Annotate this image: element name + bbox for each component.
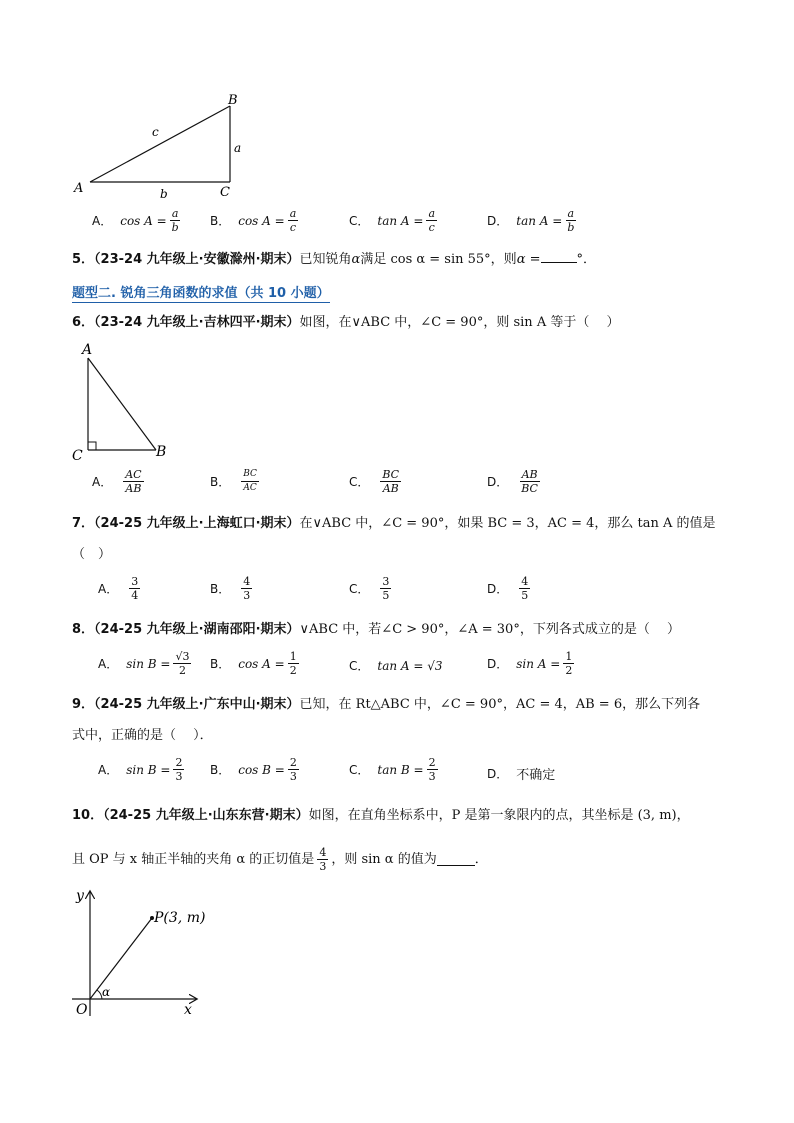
q8-option-c[interactable]: C． tan A = √3 <box>349 658 443 673</box>
q7-option-a[interactable]: A． $\frac{3}{4}$ <box>98 575 139 602</box>
fraction: $\frac{√3}{2}$ <box>175 650 190 677</box>
vertex-label-c: C <box>72 448 83 464</box>
point-label-p: P(3, m) <box>154 910 206 926</box>
fraction: $\frac{a}{c}$ <box>428 207 436 234</box>
question-5: 5．（23-24 九年级上·安徽滁州·期末）已知锐角α满足 cos α = sin 55°，则α = °． <box>72 252 597 267</box>
axis-label-x: x <box>184 1002 192 1018</box>
question-6: 6．（23-24 九年级上·吉林四平·期末）如图，在∨ABC 中，∠C = 90°，则 sin A 等于（ ） <box>72 315 620 330</box>
axis-label-y: y <box>76 888 84 904</box>
vertex-label-a: A <box>74 181 84 196</box>
question-8: 8．（24-25 九年级上·湖南邵阳·期末）∨ABC 中，若∠C > 90°，∠A = 30°，下列各式成立的是（ ） <box>72 622 680 637</box>
fraction: $\frac{BC}{AB}$ <box>382 468 400 495</box>
q4-option-a[interactable]: A． cos A = $\frac{a}{b}$ <box>92 207 179 234</box>
fraction: $\frac{AB}{BC}$ <box>521 468 538 495</box>
fraction: $\frac{3}{4}$ <box>131 575 139 602</box>
question-7-line2: （ ） <box>72 547 112 562</box>
q4-option-c[interactable]: C． tan A = $\frac{a}{c}$ <box>349 207 436 234</box>
vertex-label-a: A <box>82 342 93 358</box>
fraction: $\frac{2}{3}$ <box>428 756 436 783</box>
q8-option-b[interactable]: B． cos A = $\frac{1}{2}$ <box>210 650 297 677</box>
q6-option-d[interactable]: D． $\frac{AB}{BC}$ <box>487 468 538 495</box>
question-10: 10．（24-25 九年级上·山东东营·期末）如图，在直角坐标系中，P 是第一象限内的点，其坐标是 (3, m)， <box>72 808 690 823</box>
answer-blank[interactable] <box>541 250 577 263</box>
question-7: 7．（24-25 九年级上·上海虹口·期末）在∨ABC 中，∠C = 90°，如果 BC = 3，AC = 4，那么 tan A 的值是 <box>72 516 716 531</box>
q9-option-d[interactable]: D． 不确定 <box>487 767 556 783</box>
origin-label: O <box>76 1002 88 1018</box>
triangle-figure-q6 <box>66 340 186 465</box>
angle-label-alpha: α <box>102 985 111 999</box>
answer-blank[interactable] <box>437 853 475 866</box>
fraction: $\frac{BC}{AC}$ <box>243 469 257 493</box>
fraction: $\frac{AC}{AB}$ <box>125 468 142 495</box>
q4-option-d[interactable]: D． tan A = $\frac{a}{b}$ <box>487 207 575 234</box>
fraction: $\frac{1}{2}$ <box>289 650 297 677</box>
q8-option-a[interactable]: A． sin B = $\frac{√3}{2}$ <box>98 650 190 677</box>
fraction: $\frac{2}{3}$ <box>175 756 183 783</box>
vertex-label-b: B <box>156 444 167 460</box>
fraction: $\frac{a}{b}$ <box>567 207 575 234</box>
q6-option-b[interactable]: B． $\frac{BC}{AC}$ <box>210 469 257 493</box>
fraction: $\frac{4}{5}$ <box>521 575 529 602</box>
fraction: $\frac{a}{b}$ <box>171 207 179 234</box>
q7-option-c[interactable]: C． $\frac{3}{5}$ <box>349 575 390 602</box>
fraction: $\frac{a}{c}$ <box>289 207 297 234</box>
coordinate-figure-q10 <box>66 880 216 1020</box>
q6-option-c[interactable]: C． $\frac{BC}{AB}$ <box>349 468 400 495</box>
question-9: 9．（24-25 九年级上·广东中山·期末）已知，在 Rt△ABC 中，∠C = 90°，AC = 4，AB = 6，那么下列各 <box>72 697 701 712</box>
side-label-c: c <box>152 125 159 139</box>
side-label-a: a <box>234 141 242 155</box>
vertex-label-c: C <box>220 185 230 200</box>
q9-option-b[interactable]: B． cos B = $\frac{2}{3}$ <box>210 756 297 783</box>
fraction: $\frac{2}{3}$ <box>289 756 297 783</box>
q9-option-c[interactable]: C． tan B = $\frac{2}{3}$ <box>349 756 436 783</box>
q7-option-b[interactable]: B． $\frac{4}{3}$ <box>210 575 251 602</box>
fraction: $\frac{3}{5}$ <box>382 575 390 602</box>
vertex-label-b: B <box>228 93 238 108</box>
triangle-figure-q4 <box>66 88 256 200</box>
fraction: $\frac{1}{2}$ <box>565 650 573 677</box>
side-label-b: b <box>160 187 168 200</box>
q7-option-d[interactable]: D． $\frac{4}{5}$ <box>487 575 529 602</box>
fraction: $\frac{4}{3}$ <box>319 846 327 873</box>
section-title: 题型二. 锐角三角函数的求值（共 10 小题） <box>72 282 330 303</box>
q8-option-d[interactable]: D． sin A = $\frac{1}{2}$ <box>487 650 573 677</box>
q4-option-b[interactable]: B． cos A = $\frac{a}{c}$ <box>210 207 297 234</box>
fraction: $\frac{4}{3}$ <box>243 575 251 602</box>
question-9-line2: 式中，正确的是（ ）． <box>72 728 213 743</box>
q9-option-a[interactable]: A． sin B = $\frac{2}{3}$ <box>98 756 183 783</box>
question-10-line2: 且 OP 与 x 轴正半轴的夹角 α 的正切值是 $\frac{4}{3}$ ，则 sin α 的值为 ． <box>72 846 488 873</box>
q6-option-a[interactable]: A． $\frac{AC}{AB}$ <box>92 468 142 495</box>
